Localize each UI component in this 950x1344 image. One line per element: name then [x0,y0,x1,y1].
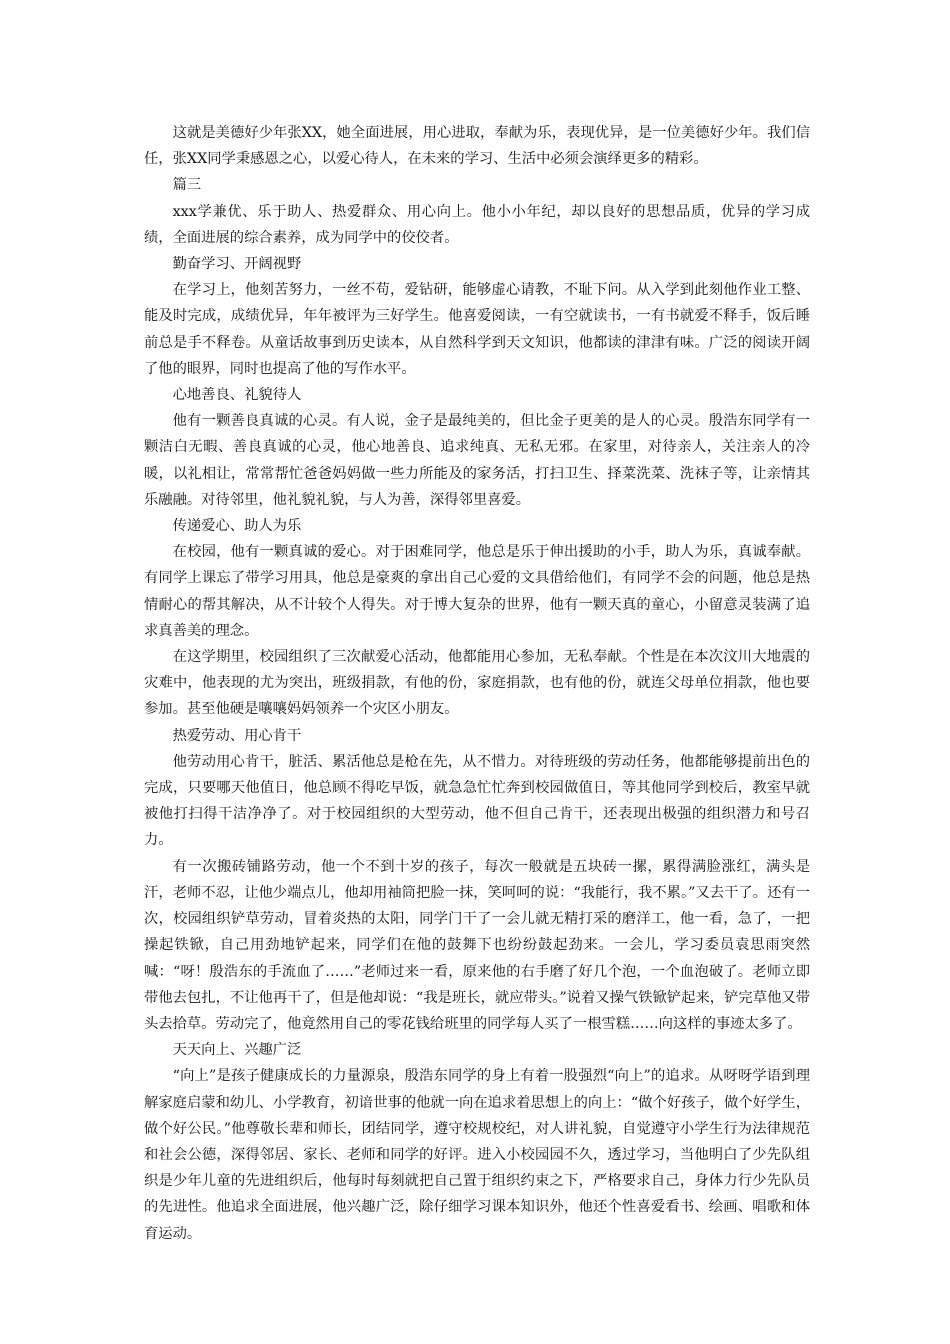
paragraph: 他有一颗善良真诚的心灵。有人说，金子是最纯美的，但比金子更美的是人的心灵。殷浩东同学有一颗洁白无暇、善良真诚的心灵，他心地善良、追求纯真、无私无邪。在家里，对待亲人，关注亲人的冷暖，以礼相让，常常帮忙爸爸妈妈做一些力所能及的家务活，打扫卫生、择菜洗菜、洗袜子等，让亲情其乐融融。对待邻里，他礼貌礼貌，与人为善，深得邻里喜爱。 [144,413,810,508]
paragraph: 在校园，他有一颗真诚的爱心。对于困难同学，他总是乐于伸出援助的小手，助人为乐，真诚奉献。有同学上课忘了带学习用具，他总是豪爽的拿出自己心爱的文具借给他们，有同学不会的问题，他总是热情耐心的帮其解决，从不计较个人得失。对于博大复杂的世界，他有一颗天真的童心，小留意灵装满了追求真善美的理念。 [144,544,810,639]
paragraph: 在学习上，他刻苦努力，一丝不苟，爱钻研，能够虚心请教，不耻下问。从入学到此刻他作业工整、能及时完成，成绩优异，年年被评为三好学生。他喜爱阅读，一有空就读书，一有书就爱不释手，饭后睡前总是手不释卷。从童话故事到历史读本，从自然科学到天文知识，他都读的津津有味。广泛的阅读开阔了他的眼界，同时也提高了他的写作水平。 [144,282,810,377]
document-page [144,120,810,1247]
section-heading: 心地善良、礼貌待人 [172,387,302,404]
paragraph: 这就是美德好少年张XX，她全面进展，用心进取，奉献为乐，表现优异，是一位美德好少年。我们信任，张XX同学秉感恩之心，以爱心待人，在未来的学习、生活中必须会演绎更多的精彩。 [144,125,810,168]
paragraph: xxx学兼优、乐于助人、热爱群众、用心向上。他小小年纪，却以良好的思想品质，优异的学习成绩，全面进展的综合素养，成为同学中的佼佼者。 [144,203,810,246]
section-heading: 天天向上、兴趣广泛 [172,1042,302,1059]
section-heading: 热爱劳动、用心肯干 [172,727,302,744]
paragraph: 在这学期里，校园组织了三次献爱心活动，他都能用心参加，无私奉献。个性是在本次汶川大地震的灾难中，他表现的尤为突出，班级捐款，有他的份，家庭捐款，也有他的份，就连父母单位捐款，他也要参加。甚至他硬是嚷嚷妈妈领养一个灾区小朋友。 [144,649,810,718]
section-heading: 篇三 [172,177,202,194]
section-heading: 传递爱心、助人为乐 [172,518,302,535]
section-heading: 勤奋学习、开阔视野 [172,256,302,273]
paragraph: “向上”是孩子健康成长的力量源泉，殷浩东同学的身上有着一股强烈“向上”的追求。从呀呀学语到理解家庭启蒙和幼儿、小学教育，初谙世事的他就一向在追求着思想上的向上：“做个好孩子，做个好学生，做个好公民。”他尊敬长辈和师长，团结同学，遵守校规校纪，对人讲礼貌，自觉遵守小学生行为法律规范和社会公德，深得邻居、家长、老师和同学的好评。进入小校园园不久，透过学习，当他明白了少先队组织是少年儿童的先进组织后，他每时每刻就把自己置于组织约束之下，严格要求自己，身体力行少先队员的先进性。他追求全面进展，他兴趣广泛，除仔细学习课本知识外，他还个性喜爱看书、绘画、唱歌和体育运动。 [144,1068,810,1242]
paragraph: 他劳动用心肯干，脏活、累活他总是枪在先，从不惜力。对待班级的劳动任务，他都能够提前出色的完成，只要哪天他值日，他总顾不得吃早饭，就急急忙忙奔到校园做值日，等其他同学到校后，教室早就被他打扫得干洁净净了。对于校园组织的大型劳动，他不但自己肯干，还表现出极强的组织潜力和号召力。 [144,753,810,849]
paragraph: 有一次搬砖铺路劳动，他一个不到十岁的孩子，每次一般就是五块砖一摞，累得满脸涨红，满头是汗，老师不忍，让他少端点儿，他却用袖筒把脸一抹，笑呵呵的说：“我能行，我不累。”又去干了。还有一次，校园组织铲草劳动，冒着炎热的太阳，同学门干了一会儿就无精打采的磨洋工，他一看，急了，一把操起铁锨，自己用劲地铲起来，同学们在他的鼓舞下也纷纷鼓起劲来。一会儿，学习委员袁思雨突然喊：“呀！殷浩东的手流血了……”老师过来一看，原来他的右手磨了好几个泡，一个血泡破了。老师立即带他去包扎，不让他再干了，但是他却说：“我是班长，就应带头。”说着又操气铁锨铲起来，铲完草他又带头去拾草。劳动完了，他竟然用自己的零花钱给班里的同学每人买了一根雪糕……向这样的事迹太多了。 [144,858,810,1032]
